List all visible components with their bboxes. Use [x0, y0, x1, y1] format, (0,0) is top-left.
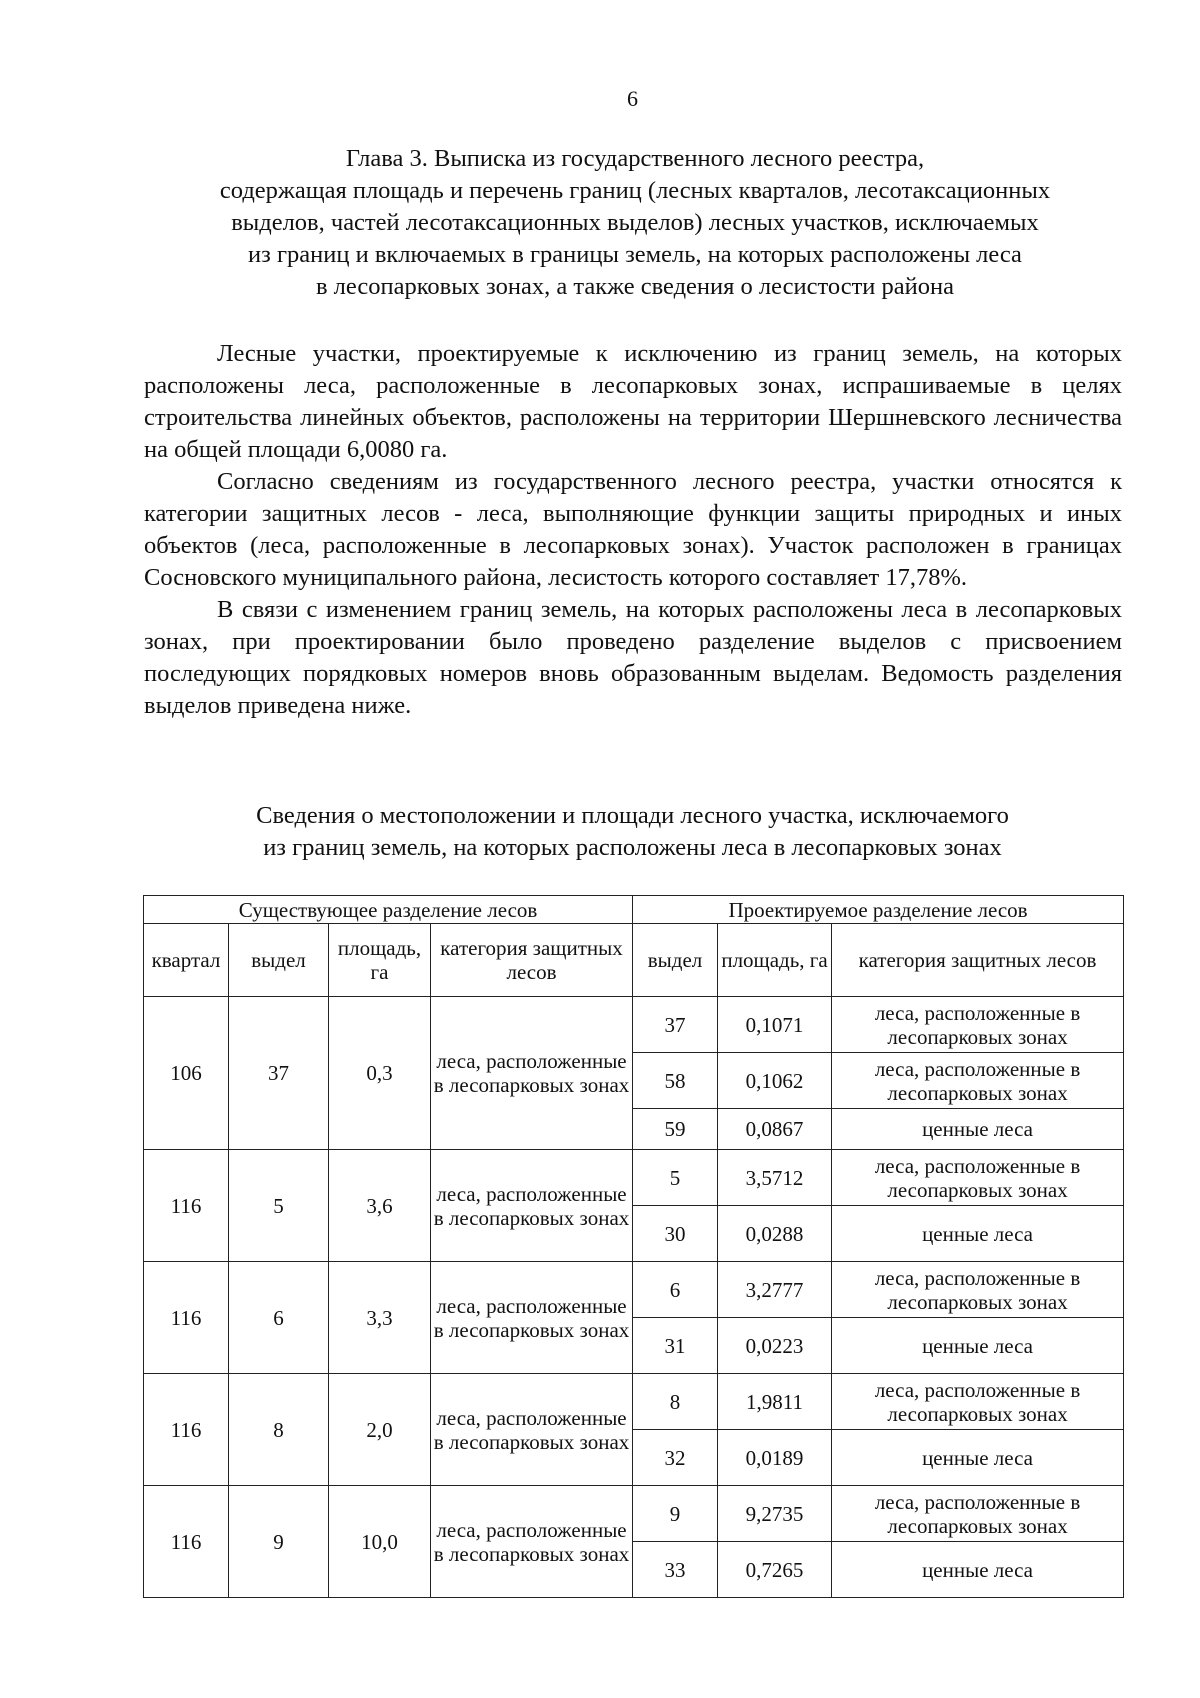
col-header-area: площадь, га — [329, 924, 431, 997]
caption-line: из границ земель, на которых расположены леса в лесопарковых зонах — [263, 834, 1002, 861]
new-area-cell: 9,2735 — [718, 1486, 832, 1542]
paragraph: Согласно сведениям из государственного лесного реестра, участки относятся к категории защитных лесов - леса, выполняющие функции защиты природных и иных объектов (леса, расположенные в лесопарковых зонах). Участок расположен в границах Сосновского муниципального района, лесистость которого составляет 17,78%. — [144, 468, 1122, 591]
new-category-cell: ценные леса — [832, 1542, 1124, 1598]
new-vydel-cell: 58 — [633, 1053, 718, 1109]
new-category-cell: леса, расположенные в лесопарковых зонах — [832, 1150, 1124, 1206]
new-category-cell: ценные леса — [832, 1206, 1124, 1262]
new-area-cell: 0,0189 — [718, 1430, 832, 1486]
new-category-cell: леса, расположенные в лесопарковых зонах — [832, 1486, 1124, 1542]
col-header-category: категория защитных лесов — [431, 924, 633, 997]
table-row — [144, 1374, 1124, 1430]
body-text — [144, 338, 1122, 722]
table-row — [144, 997, 1124, 1053]
forest-division-table — [143, 895, 1124, 1598]
area-cell: 0,3 — [329, 997, 431, 1150]
new-vydel-cell: 6 — [633, 1262, 718, 1318]
new-area-cell: 0,1062 — [718, 1053, 832, 1109]
category-cell: леса, расположенные в лесопарковых зонах — [431, 1150, 633, 1262]
new-area-cell: 0,0223 — [718, 1318, 832, 1374]
new-vydel-cell: 9 — [633, 1486, 718, 1542]
paragraph: Лесные участки, проектируемые к исключению из границ земель, на которых расположены леса, расположенные в лесопарковых зонах, испрашиваемые в целях строительства линейных объектов, расположены на территории Шершневского лесничества на общей площади 6,0080 га. — [144, 340, 1122, 463]
kvartal-cell: 116 — [144, 1262, 229, 1374]
new-area-cell: 0,7265 — [718, 1542, 832, 1598]
col-header-new-vydel: выдел — [633, 924, 718, 997]
existing-division-header: Существующее разделение лесов — [144, 896, 633, 924]
area-cell: 3,6 — [329, 1150, 431, 1262]
table-row — [144, 1150, 1124, 1206]
new-area-cell: 0,0867 — [718, 1109, 832, 1150]
new-category-cell: ценные леса — [832, 1430, 1124, 1486]
new-area-cell: 3,5712 — [718, 1150, 832, 1206]
table-caption — [150, 800, 1115, 864]
new-category-cell: ценные леса — [832, 1109, 1124, 1150]
kvartal-cell: 116 — [144, 1150, 229, 1262]
new-vydel-cell: 5 — [633, 1150, 718, 1206]
kvartal-cell: 106 — [144, 997, 229, 1150]
projected-division-header: Проектируемое разделение лесов — [633, 896, 1124, 924]
kvartal-cell: 116 — [144, 1374, 229, 1486]
heading-line: выделов, частей лесотаксационных выделов) лесных участков, исключаемых — [231, 209, 1039, 236]
heading-line: Глава 3. Выписка из государственного лесного реестра, — [345, 145, 925, 172]
new-vydel-cell: 59 — [633, 1109, 718, 1150]
new-area-cell: 0,1071 — [718, 997, 832, 1053]
page-number: 6 — [627, 86, 638, 111]
new-vydel-cell: 37 — [633, 997, 718, 1053]
table-row — [144, 1486, 1124, 1542]
paragraph: В связи с изменением границ земель, на которых расположены леса в лесопарковых зонах, при проектировании было проведено разделение выделов с присвоением последующих порядковых номеров вновь образованным выделам. Ведомость разделения выделов приведена ниже. — [144, 596, 1122, 719]
new-area-cell: 0,0288 — [718, 1206, 832, 1262]
area-cell: 3,3 — [329, 1262, 431, 1374]
new-vydel-cell: 33 — [633, 1542, 718, 1598]
category-cell: леса, расположенные в лесопарковых зонах — [431, 1374, 633, 1486]
vydel-cell: 9 — [229, 1486, 329, 1598]
heading-line: в лесопарковых зонах, а также сведения о лесистости района — [315, 273, 955, 300]
vydel-cell: 8 — [229, 1374, 329, 1486]
col-header-kvartal: квартал — [144, 924, 229, 997]
kvartal-cell: 116 — [144, 1486, 229, 1598]
new-category-cell: леса, расположенные в лесопарковых зонах — [832, 1374, 1124, 1430]
new-vydel-cell: 32 — [633, 1430, 718, 1486]
col-header-vydel: выдел — [229, 924, 329, 997]
new-area-cell: 3,2777 — [718, 1262, 832, 1318]
new-vydel-cell: 30 — [633, 1206, 718, 1262]
new-area-cell: 1,9811 — [718, 1374, 832, 1430]
new-category-cell: леса, расположенные в лесопарковых зонах — [832, 1262, 1124, 1318]
area-cell: 2,0 — [329, 1374, 431, 1486]
category-cell: леса, расположенные в лесопарковых зонах — [431, 1486, 633, 1598]
col-header-new-category: категория защитных лесов — [832, 924, 1124, 997]
new-category-cell: леса, расположенные в лесопарковых зонах — [832, 1053, 1124, 1109]
vydel-cell: 5 — [229, 1150, 329, 1262]
caption-line: Сведения о местоположении и площади лесного участка, исключаемого — [256, 802, 1009, 829]
table-row — [144, 1262, 1124, 1318]
vydel-cell: 6 — [229, 1262, 329, 1374]
heading-line: содержащая площадь и перечень границ (лесных кварталов, лесотаксационных — [219, 177, 1051, 204]
category-cell: леса, расположенные в лесопарковых зонах — [431, 997, 633, 1150]
area-cell: 10,0 — [329, 1486, 431, 1598]
chapter-heading — [140, 143, 1130, 303]
col-header-new-area: площадь, га — [718, 924, 832, 997]
new-category-cell: ценные леса — [832, 1318, 1124, 1374]
new-vydel-cell: 8 — [633, 1374, 718, 1430]
new-category-cell: леса, расположенные в лесопарковых зонах — [832, 997, 1124, 1053]
category-cell: леса, расположенные в лесопарковых зонах — [431, 1262, 633, 1374]
new-vydel-cell: 31 — [633, 1318, 718, 1374]
vydel-cell: 37 — [229, 997, 329, 1150]
heading-line: из границ и включаемых в границы земель, на которых расположены леса — [248, 241, 1022, 268]
